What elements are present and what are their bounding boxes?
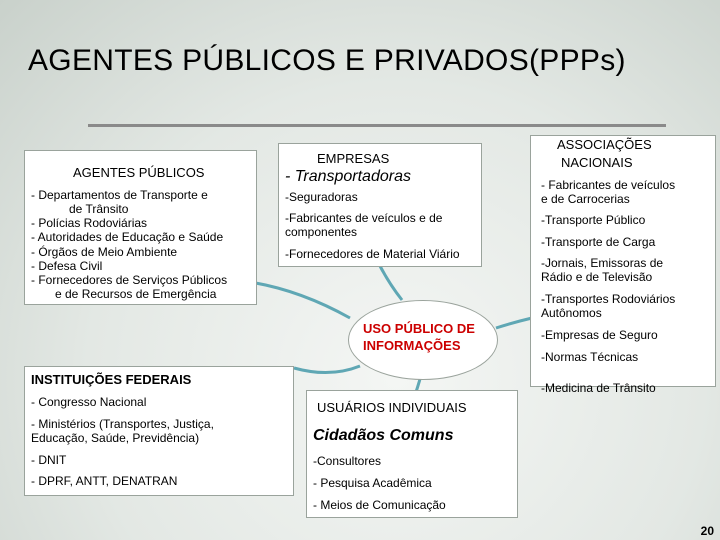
instituicoes-item: - DNIT <box>31 453 67 467</box>
associacoes-item: -Medicina de Trânsito <box>541 381 656 395</box>
associacoes-item: e de Carrocerias <box>541 192 630 206</box>
instituicoes-item: Educação, Saúde, Previdência) <box>31 431 200 445</box>
slide-title: AGENTES PÚBLICOS E PRIVADOS(PPPs) <box>28 44 626 77</box>
agentes-publicos-item: - Autoridades de Educação e Saúde <box>31 230 224 244</box>
connector-empresas <box>380 266 402 300</box>
instituicoes-federais-box <box>24 366 294 496</box>
instituicoes-heading: INSTITUIÇÕES FEDERAIS <box>31 372 192 387</box>
associacoes-item: -Transportes Rodoviários <box>541 292 676 306</box>
agentes-publicos-item: e de Recursos de Emergência <box>55 287 217 301</box>
page-number: 20 <box>700 524 714 538</box>
agentes-publicos-item: - Fornecedores de Serviços Públicos <box>31 273 228 287</box>
associacoes-item: -Transporte Público <box>541 213 646 227</box>
associacoes-heading-line1: ASSOCIAÇÕES <box>557 137 652 152</box>
associacoes-heading-line2: NACIONAIS <box>561 155 633 170</box>
associacoes-item: -Jornais, Emissoras de <box>541 256 664 270</box>
usuarios-subheading: Cidadãos Comuns <box>313 427 454 444</box>
usuarios-item: - Pesquisa Acadêmica <box>313 476 432 490</box>
agentes-publicos-item: - Departamentos de Transporte e <box>31 188 208 202</box>
agentes-publicos-item: de Trânsito <box>69 202 129 216</box>
associacoes-item: Autônomos <box>541 306 602 320</box>
connector-associacoes <box>496 318 532 328</box>
empresas-item: -Seguradoras <box>285 190 358 204</box>
empresas-item: componentes <box>285 225 358 239</box>
associacoes-box <box>530 135 716 395</box>
empresas-box <box>278 143 482 267</box>
instituicoes-item: - Ministérios (Transportes, Justiça, <box>31 417 214 431</box>
usuarios-item: -Consultores <box>313 454 382 468</box>
instituicoes-item: - Congresso Nacional <box>31 395 147 409</box>
connector-instituicoes <box>294 366 360 373</box>
connector-agentes-publicos <box>250 282 350 318</box>
empresas-item: -Fornecedores de Material Viário <box>285 247 460 261</box>
uso-publico-ellipse <box>348 300 498 380</box>
associacoes-item: -Transporte de Carga <box>541 235 656 249</box>
agentes-publicos-item: - Polícias Rodoviárias <box>31 216 148 230</box>
associacoes-item: Rádio e de Televisão <box>541 270 653 284</box>
associacoes-item: -Empresas de Seguro <box>541 328 658 342</box>
instituicoes-item: - DPRF, ANTT, DENATRAN <box>31 474 178 488</box>
usuarios-item: - Meios de Comunicação <box>313 498 446 512</box>
agentes-publicos-box <box>24 150 257 305</box>
uso-publico-line2: INFORMAÇÕES <box>363 338 461 353</box>
associacoes-item: - Fabricantes de veículos <box>541 178 676 192</box>
associacoes-item: -Normas Técnicas <box>541 350 639 364</box>
agentes-publicos-item: - Defesa Civil <box>31 259 103 273</box>
uso-publico-line1: USO PÚBLICO DE <box>363 321 475 336</box>
usuarios-heading: USUÁRIOS INDIVIDUAIS <box>317 400 467 415</box>
empresas-item: -Fabricantes de veículos e de <box>285 211 443 225</box>
usuarios-individuais-box <box>306 390 518 518</box>
agentes-publicos-heading: AGENTES PÚBLICOS <box>73 165 205 180</box>
empresas-subheading: - Transportadoras <box>285 168 411 185</box>
empresas-heading: EMPRESAS <box>317 151 390 166</box>
agentes-publicos-item: - Órgãos de Meio Ambiente <box>31 245 178 259</box>
